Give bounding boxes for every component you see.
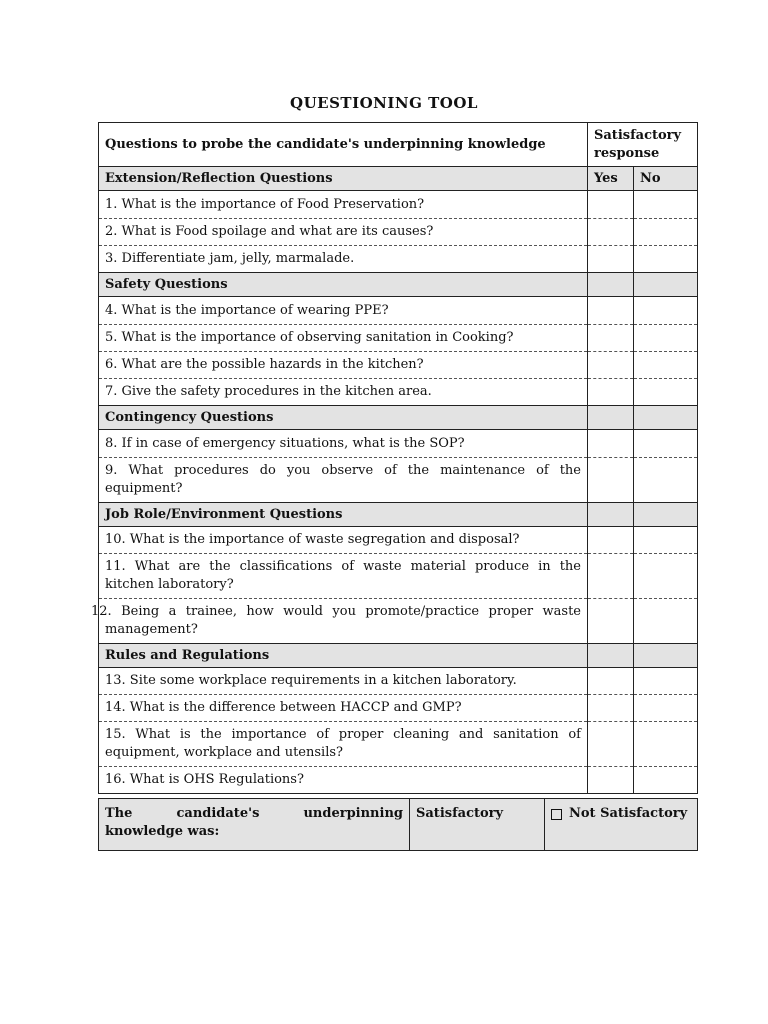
yes-header: Yes — [588, 167, 634, 191]
page-title: QUESTIONING TOOL — [290, 94, 478, 112]
question-text: 13. Site some workplace requirements in a kitchen laboratory. — [99, 668, 588, 695]
yes-cell[interactable] — [588, 191, 634, 219]
table-row — [99, 599, 698, 644]
table-row — [99, 554, 698, 599]
question-text: 10. What is the importance of waste segregation and disposal? — [99, 527, 588, 554]
checkbox-icon[interactable] — [551, 809, 562, 820]
yes-cell[interactable] — [588, 668, 634, 695]
yes-cell[interactable] — [588, 297, 634, 325]
question-text: 6. What are the possible hazards in the kitchen? — [99, 352, 588, 379]
question-text: 8. If in case of emergency situations, what is the SOP? — [99, 430, 588, 458]
no-cell[interactable] — [634, 379, 698, 406]
question-text: 15. What is the importance of proper cleaning and sanitation of equipment, workplace and utensils? — [99, 722, 588, 767]
question-text: 16. What is OHS Regulations? — [99, 767, 588, 794]
section-row — [99, 644, 698, 668]
section-row — [99, 503, 698, 527]
yes-cell[interactable] — [588, 219, 634, 246]
no-cell[interactable] — [634, 246, 698, 273]
question-text: 7. Give the safety procedures in the kitchen area. — [99, 379, 588, 406]
yes-cell[interactable] — [588, 722, 634, 767]
table-row — [99, 219, 698, 246]
table-row — [99, 458, 698, 503]
no-cell[interactable] — [634, 430, 698, 458]
yes-cell[interactable] — [588, 352, 634, 379]
no-cell[interactable] — [634, 219, 698, 246]
yes-cell[interactable] — [588, 379, 634, 406]
question-text: 3. Differentiate jam, jelly, marmalade. — [99, 246, 588, 273]
not-satisfactory-option[interactable] — [545, 799, 698, 851]
table-row — [99, 668, 698, 695]
no-cell[interactable] — [634, 191, 698, 219]
no-cell[interactable] — [634, 599, 698, 644]
no-cell[interactable] — [634, 767, 698, 794]
yes-cell[interactable] — [588, 430, 634, 458]
table-row — [99, 191, 698, 219]
yes-cell[interactable] — [588, 246, 634, 273]
section-row — [99, 273, 698, 297]
question-text: 11. What are the classifications of waste material produce in the kitchen laboratory? — [99, 554, 588, 599]
yes-cell[interactable] — [588, 599, 634, 644]
section-title: Contingency Questions — [99, 406, 588, 430]
question-text: 9. What procedures do you observe of the maintenance of the equipment? — [99, 458, 588, 503]
no-cell[interactable] — [634, 352, 698, 379]
questions-header: Questions to probe the candidate's underpinning knowledge — [99, 123, 588, 167]
table-header-row — [99, 123, 698, 167]
section-title: Safety Questions — [99, 273, 588, 297]
no-cell[interactable] — [634, 668, 698, 695]
yes-cell[interactable] — [588, 695, 634, 722]
section-title: Extension/Reflection Questions — [99, 167, 588, 191]
no-cell[interactable] — [634, 722, 698, 767]
table-row — [99, 430, 698, 458]
table-row — [99, 246, 698, 273]
question-text: 5. What is the importance of observing sanitation in Cooking? — [99, 325, 588, 352]
table-row — [99, 722, 698, 767]
table-row — [99, 379, 698, 406]
yes-cell[interactable] — [588, 554, 634, 599]
satisfactory-header: Satisfactory response — [588, 123, 698, 167]
verdict-row — [99, 799, 698, 851]
no-cell[interactable] — [634, 297, 698, 325]
questioning-table — [91, 122, 698, 794]
question-text: 1. What is the importance of Food Preservation? — [99, 191, 588, 219]
yes-cell[interactable] — [588, 767, 634, 794]
no-cell[interactable] — [634, 527, 698, 554]
satisfactory-option[interactable]: Satisfactory — [410, 799, 545, 851]
yes-cell[interactable] — [588, 325, 634, 352]
table-row — [99, 297, 698, 325]
section-title: Rules and Regulations — [99, 644, 588, 668]
section-row — [99, 406, 698, 430]
no-cell[interactable] — [634, 554, 698, 599]
no-cell[interactable] — [634, 695, 698, 722]
question-text: 14. What is the difference between HACCP and GMP? — [99, 695, 588, 722]
section-title: Job Role/Environment Questions — [99, 503, 588, 527]
question-text: 4. What is the importance of wearing PPE? — [99, 297, 588, 325]
not-satisfactory-label: Not Satisfactory — [569, 806, 688, 821]
verdict-table — [98, 798, 698, 851]
section-row — [99, 167, 698, 191]
yes-cell[interactable] — [588, 527, 634, 554]
no-cell[interactable] — [634, 325, 698, 352]
question-text: 12. Being a trainee, how would you promote/practice proper waste management? — [99, 599, 588, 644]
table-row — [99, 767, 698, 794]
yes-cell[interactable] — [588, 458, 634, 503]
no-cell[interactable] — [634, 458, 698, 503]
no-header: No — [634, 167, 698, 191]
question-text: 2. What is Food spoilage and what are its causes? — [99, 219, 588, 246]
table-row — [99, 695, 698, 722]
table-row — [99, 325, 698, 352]
table-row — [99, 352, 698, 379]
table-row — [99, 527, 698, 554]
verdict-label: The candidate's underpinning knowledge was: — [99, 799, 410, 851]
